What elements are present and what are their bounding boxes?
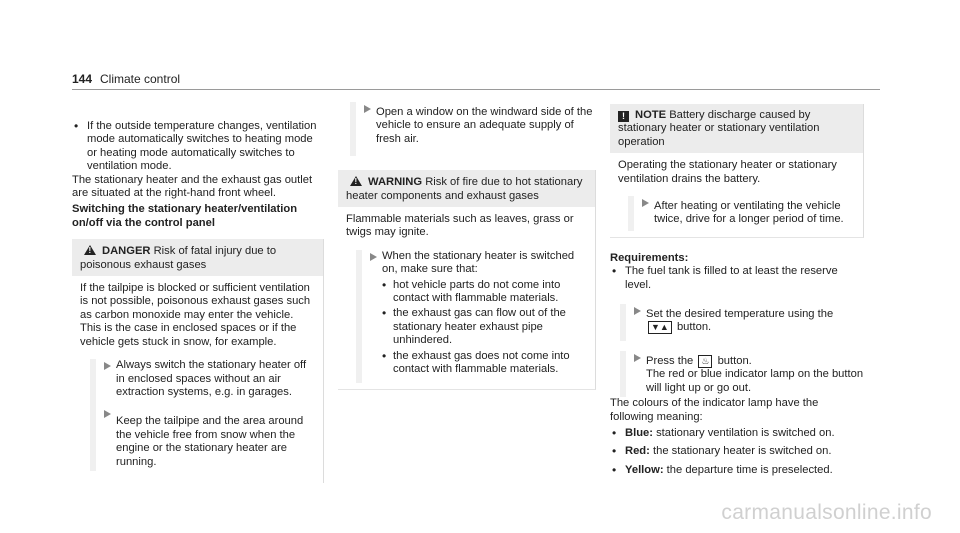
section-heading: Switching the stationary heater/ventilation on/off via the control panel [72,203,298,229]
list-item [610,445,864,458]
page-number: 144 [72,72,93,86]
note-label: NOTE [635,109,667,121]
note-header [610,104,863,153]
step-text: button. [717,354,752,367]
step-text: When the stationary heater is switched on, make sure that: [382,249,575,276]
step-text: The red or blue indicator lamp on the button will light up or go out. [646,368,864,394]
colour-name: Blue: [625,426,653,439]
warning-title: Risk of fire due to hot stationary heater components and exhaust gases [346,176,583,202]
danger-header [72,239,323,276]
watermark: carmanualsonline.info [721,500,932,524]
note-icon: ! [618,111,629,122]
step-item: Keep the tailpipe and the area around the vehicle free from snow when the engine or the stationary heater are running. [90,407,315,471]
list-item: • The fuel tank is filled to at least the reserve level. [610,265,864,292]
danger-text: If the tailpipe is blocked or sufficient ventilation is not possible, poisonous exhaust gases such as carbon monoxide may enter the vehicle. This is the case in enclosed spaces or if the vehicle gets stuck in snow, for example. [80,282,311,348]
header-divider [72,89,880,90]
stationary-heater-button-icon: ♨ [698,355,712,368]
warning-box [338,170,596,389]
note-text: Operating the stationary heater or stationary ventilation drains the battery. [618,159,837,185]
danger-body [72,276,323,477]
paragraph: The stationary heater and the exhaust gas outlet are situated at the right-hand front wheel. [72,173,313,200]
colour-name: Red: [625,445,650,458]
step-item: Open a window on the windward side of the vehicle to ensure an adequate supply of fresh air. [350,102,596,156]
colour-meaning: the stationary heater is switched on. [652,445,832,458]
danger-box [72,239,324,483]
warning-triangle-icon [350,176,362,186]
colour-meaning: stationary ventilation is switched on. [656,426,835,439]
list-item [610,427,864,440]
warning-label: WARNING [368,176,423,189]
step-item: Always switch the stationary heater off in enclosed spaces without an air extraction systems, e.g. in garages. [90,359,315,407]
warning-text: Flammable materials such as leaves, grass or twigs may ignite. [346,213,574,239]
danger-label: DANGER [102,245,151,258]
list-item [610,464,864,477]
note-body [610,153,863,237]
colour-meaning: the departure time is preselected. [666,463,833,476]
step-item [620,351,864,397]
step-text: Press the [646,354,694,367]
section-title: Climate control [100,72,181,86]
list-item: • the exhaust gas does not come into contact with flammable materials. [382,350,587,377]
step-item [620,304,864,341]
list-item: • the exhaust gas can flow out of the stationary heater exhaust pipe unhindered. [382,307,587,347]
column-3 [610,104,864,477]
column-2 [338,102,596,390]
column-1 [72,120,324,483]
temperature-button-icon: ▼▲ [648,321,672,334]
list-item: • If the outside temperature changes, ventilation mode automatically switches to heating mode or heating mode automatically switches to ventilation mode. [72,120,324,174]
paragraph: The colours of the indicator lamp have the following meaning: [610,397,819,423]
warning-body [338,207,595,388]
step-item: After heating or ventilating the vehicle twice, drive for a longer period of time. [628,196,855,231]
note-title: Battery discharge caused by stationary heater or stationary ventilation operation [618,109,820,148]
requirements-heading: Requirements: [610,251,689,264]
colour-name: Yellow: [625,463,664,476]
list-item: • hot vehicle parts do not come into contact with flammable materials. [382,279,587,306]
step-text: button. [676,321,712,334]
note-box [610,104,864,238]
danger-title: Risk of fatal injury due to poisonous exhaust gases [80,245,277,271]
warning-header [338,170,595,207]
step-text: Set the desired temperature using the [646,308,834,321]
warning-triangle-icon [84,245,96,255]
step-item [356,250,587,383]
